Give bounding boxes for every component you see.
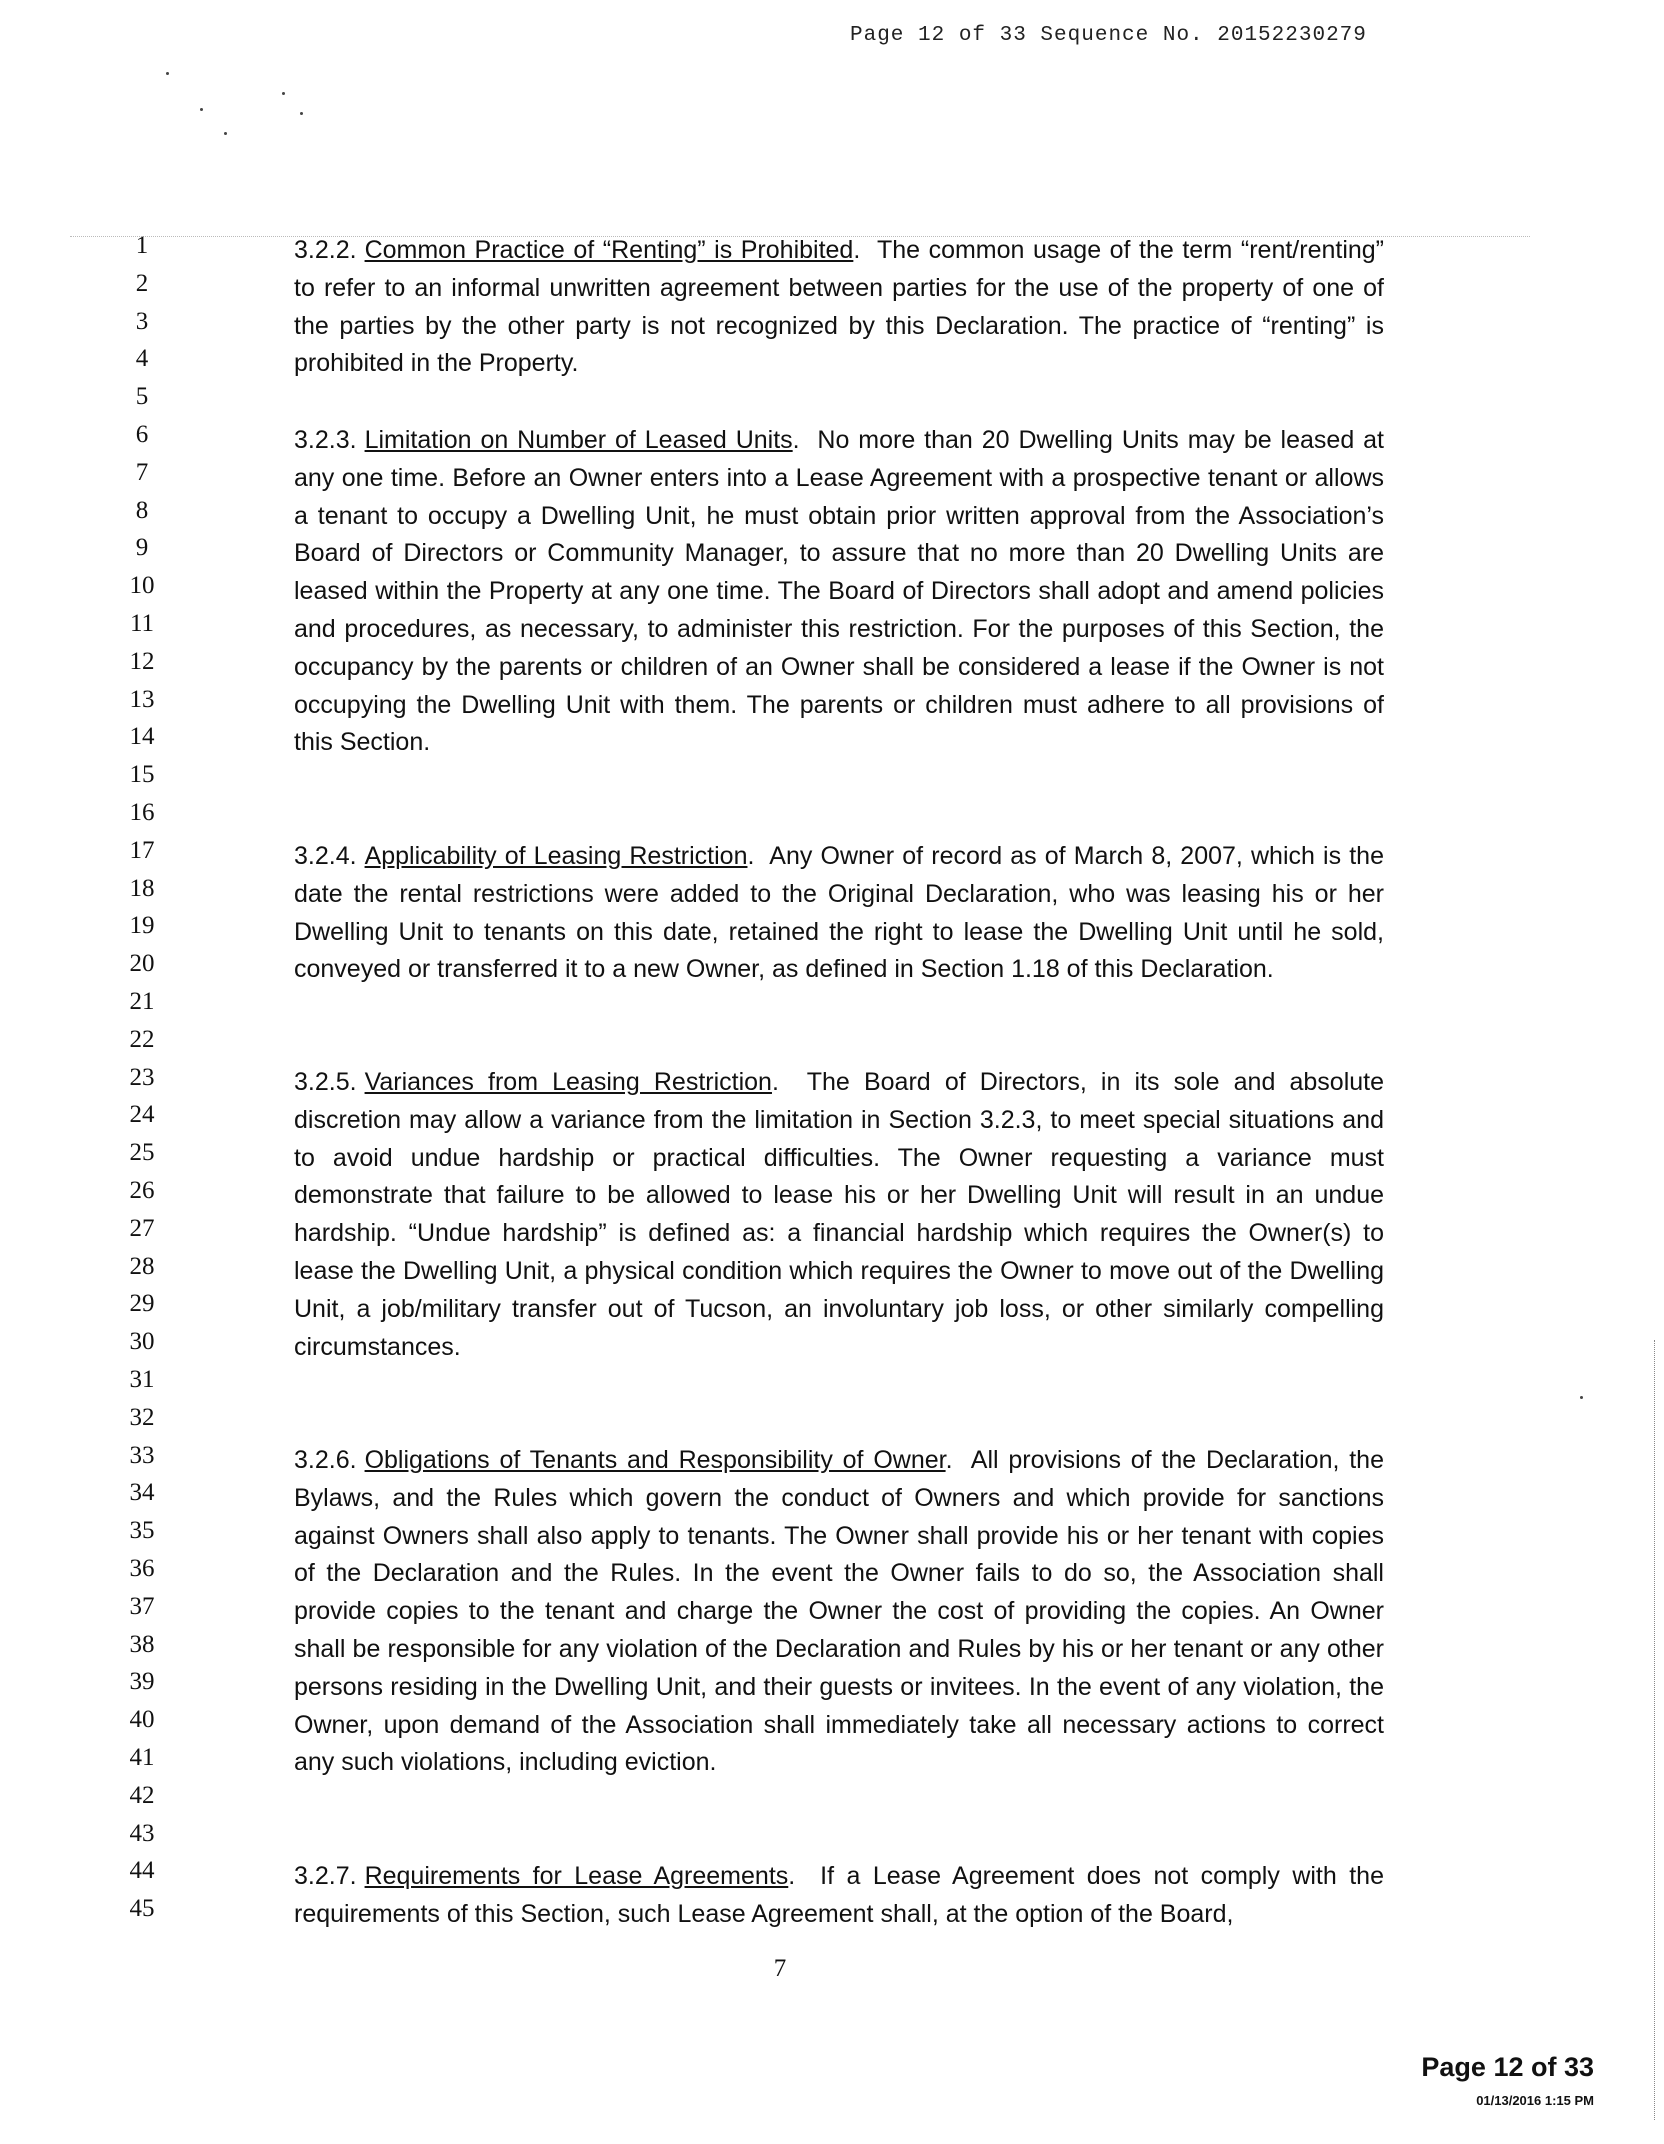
line-number: 16 [129, 799, 155, 826]
line-number: 26 [129, 1177, 155, 1204]
section-title: Limitation on Number of Leased Units [364, 426, 793, 454]
line-number: 1 [135, 232, 149, 259]
line-number: 38 [129, 1630, 155, 1658]
line-number: 28 [129, 1252, 155, 1280]
section-3-2-6: 3.2.6. Obligations of Tenants and Responsibility of Owner. All provisions of the Declaration, the Bylaws, and the Rules which govern the conduct of Owners and which provide for sanctions against Owners shall also apply to tenants. The Owner shall provide his or her tenant with copies of the Declaration and the Rules. In the event the Owner fails to do so, the Association shall provide copies to the tenant and charge the Owner the cost of providing the copies. An Owner shall be responsible for any violation of the Declaration and Rules by his or her tenant or any other persons residing in the Dwelling Unit, and their guests or invitees. In the event of any violation, the Owner, upon demand of the Association shall immediately take all necessary actions to correct any such violations, including eviction. [294, 1446, 1384, 1777]
line-number: 36 [129, 1555, 155, 1582]
page-number: 7 [773, 1955, 787, 1982]
line-number: 20 [129, 950, 155, 978]
line-number: 32 [129, 1403, 155, 1431]
section-title: Applicability of Leasing Restriction [364, 842, 748, 870]
section-number: 3.2.4. [294, 842, 357, 870]
section-body: The Board of Directors, in its sole and absolute discretion may allow a variance from the limitation in Section 3.2.3, to meet special situations and to avoid undue hardship or practical difficulties. The Owner requesting a variance must demonstrate that failure to be allowed to lease his or her Dwelling Unit will result in an undue hardship. “Undue hardship” is defined as: a financial hardship which requires the Owner(s) to lease the Dwelling Unit, a physical condition which requires the Owner to move out of the Dwelling Unit, a job/military transfer out of Tucson, an involuntary job loss, or other similarly compelling circumstances. [294, 1068, 1385, 1361]
line-number: 13 [129, 685, 155, 713]
line-number: 40 [129, 1706, 155, 1734]
section-title: Common Practice of “Renting” is Prohibited [364, 236, 854, 264]
line-number: 19 [129, 912, 155, 940]
line-number: 10 [129, 572, 155, 600]
line-number: 35 [129, 1517, 155, 1545]
footer-timestamp: 01/13/2016 1:15 PM [1476, 2093, 1594, 2108]
line-number: 14 [129, 723, 155, 751]
line-number: 6 [135, 421, 149, 448]
line-number: 37 [129, 1592, 155, 1620]
line-number: 9 [135, 534, 149, 562]
section-body: If a Lease Agreement does not comply with the requirements of this Section, such Lease Agreement shall, at the option of the Board, [294, 1862, 1384, 1928]
line-number: 17 [129, 836, 155, 864]
section-number: 3.2.6. [294, 1446, 357, 1474]
line-number: 29 [129, 1290, 155, 1318]
line-number: 41 [129, 1744, 155, 1771]
line-number: 3 [135, 307, 149, 335]
line-number: 42 [129, 1781, 155, 1809]
line-number: 30 [129, 1328, 155, 1356]
section-3-2-2: 3.2.2. Common Practice of “Renting” is Prohibited. The common usage of the term “rent/renting” to refer to an informal unwritten agreement between parties for the use of the property of one of the parties by the other party is not recognized by this Declaration. The practice of “renting” is prohibited in the Property. [294, 236, 1385, 378]
section-body: Any Owner of record as of March 8, 2007, which is the date the rental restrictions were added to the Original Declaration, who was leasing his or her Dwelling Unit to tenants on this date, retained the right to lease the Dwelling Unit until he sold, conveyed or transferred it to a new Owner, as defined in Section 1.18 of this Declaration. [294, 842, 1384, 984]
scan-edge-line [1654, 1340, 1656, 2120]
section-body: No more than 20 Dwelling Units may be leased at any one time. Before an Owner enters into a Lease Agreement with a prospective tenant or allows a tenant to occupy a Dwelling Unit, he must obtain prior written approval from the Association’s Board of Directors or Community Manager, to assure that no more than 20 Dwelling Units are leased within the Property at any one time. The Board of Directors shall adopt and amend policies and procedures, as necessary, to administer this restriction. For the purposes of this Section, the occupancy by the parents or children of an Owner shall be considered a lease if the Owner is not occupying the Dwelling Unit with them. The parents or children must adhere to all provisions of this Section. [294, 426, 1384, 757]
line-number: 39 [129, 1668, 155, 1696]
line-number: 15 [129, 761, 155, 789]
line-number: 5 [135, 383, 149, 411]
line-number: 31 [129, 1366, 155, 1393]
line-number: 2 [135, 269, 149, 297]
line-number: 18 [129, 874, 155, 902]
section-number: 3.2.3. [294, 426, 357, 454]
line-number: 23 [129, 1063, 155, 1091]
section-body: The common usage of the term “rent/renting” to refer to an informal unwritten agreement between parties for the use of the property of one of the parties by the other party is not recognized by this Declaration. The practice of “renting” is prohibited in the Property. [294, 236, 1385, 378]
footer-page-label: Page 12 of 33 [1421, 2052, 1594, 2082]
section-number: 3.2.5. [294, 1068, 357, 1096]
sequence-header: Page 12 of 33 Sequence No. 20152230279 [850, 24, 1367, 47]
line-number: 8 [135, 496, 149, 524]
section-body: All provisions of the Declaration, the Bylaws, and the Rules which govern the conduct of Owners and which provide for sanctions against Owners shall also apply to tenants. The Owner shall provide his or her tenant with copies of the Declaration and the Rules. In the event the Owner fails to do so, the Association shall provide copies to the tenant and charge the Owner the cost of providing the copies. An Owner shall be responsible for any violation of the Declaration and Rules by his or her tenant or any other persons residing in the Dwelling Unit, and their guests or invitees. In the event of any violation, the Owner, upon demand of the Association shall immediately take all necessary actions to correct any such violations, including eviction. [294, 1446, 1384, 1777]
line-number: 25 [129, 1139, 155, 1167]
line-number: 11 [129, 610, 155, 637]
line-number: 21 [129, 988, 155, 1015]
section-title: Variances from Leasing Restriction [364, 1068, 772, 1096]
line-number: 12 [129, 647, 155, 675]
line-number: 7 [135, 458, 149, 486]
line-number: 22 [129, 1025, 155, 1053]
section-number: 3.2.7. [294, 1862, 357, 1890]
line-number: 24 [129, 1101, 155, 1129]
line-number: 34 [129, 1479, 155, 1507]
section-3-2-5: 3.2.5. Variances from Leasing Restriction. The Board of Directors, in its sole and absolute discretion may allow a variance from the limitation in Section 3.2.3, to meet special situations and to avoid undue hardship or practical difficulties. The Owner requesting a variance must demonstrate that failure to be allowed to lease his or her Dwelling Unit will result in an undue hardship. “Undue hardship” is defined as: a financial hardship which requires the Owner(s) to lease the Dwelling Unit, a physical condition which requires the Owner to move out of the Dwelling Unit, a job/military transfer out of Tucson, an involuntary job loss, or other similarly compelling circumstances. [294, 1068, 1385, 1361]
section-3-2-7: 3.2.7. Requirements for Lease Agreements. If a Lease Agreement does not comply with the requirements of this Section, such Lease Agreement shall, at the option of the Board, [294, 1862, 1384, 1928]
section-3-2-3: 3.2.3. Limitation on Number of Leased Units. No more than 20 Dwelling Units may be leased at any one time. Before an Owner enters into a Lease Agreement with a prospective tenant or allows a tenant to occupy a Dwelling Unit, he must obtain prior written approval from the Association’s Board of Directors or Community Manager, to assure that no more than 20 Dwelling Units are leased within the Property at any one time. The Board of Directors shall adopt and amend policies and procedures, as necessary, to administer this restriction. For the purposes of this Section, the occupancy by the parents or children of an Owner shall be considered a lease if the Owner is not occupying the Dwelling Unit with them. The parents or children must adhere to all provisions of this Section. [294, 426, 1384, 757]
section-number: 3.2.2. [294, 236, 357, 264]
line-number: 4 [135, 345, 149, 373]
line-number: 43 [129, 1819, 155, 1847]
section-title: Requirements for Lease Agreements [364, 1862, 789, 1890]
line-number: 27 [129, 1214, 155, 1242]
section-title: Obligations of Tenants and Responsibility of Owner [364, 1446, 946, 1474]
line-number: 33 [129, 1441, 155, 1469]
line-number: 45 [129, 1895, 155, 1923]
section-3-2-4: 3.2.4. Applicability of Leasing Restriction. Any Owner of record as of March 8, 2007, which is the date the rental restrictions were added to the Original Declaration, who was leasing his or her Dwelling Unit to tenants on this date, retained the right to lease the Dwelling Unit until he sold, conveyed or transferred it to a new Owner, as defined in Section 1.18 of this Declaration. [294, 842, 1384, 984]
line-number: 44 [129, 1857, 155, 1885]
